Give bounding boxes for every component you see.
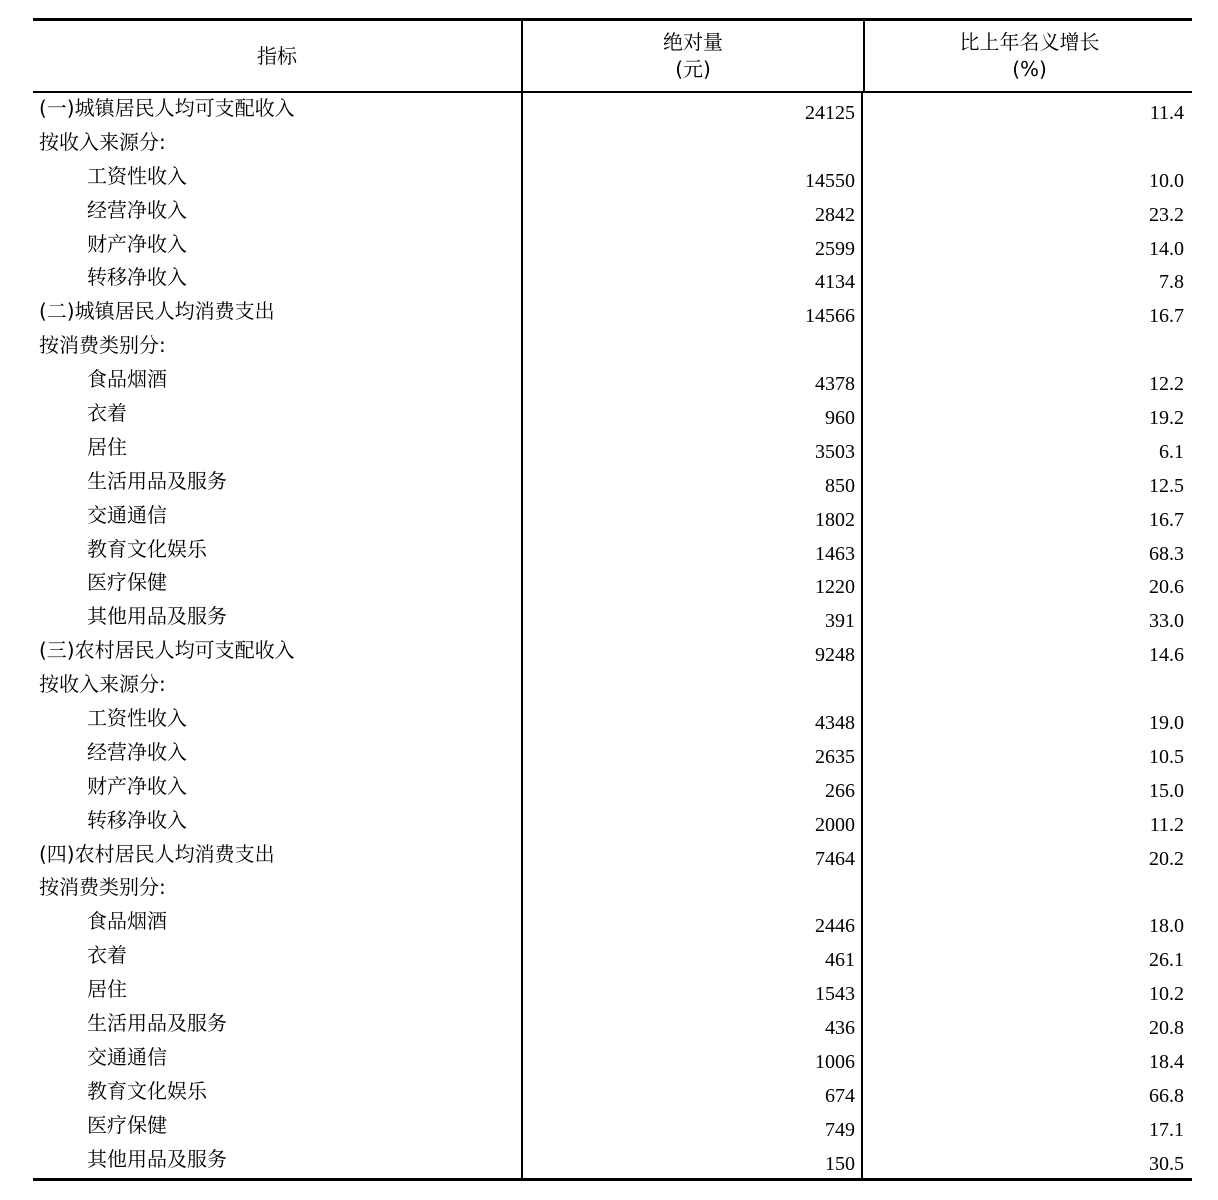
table-header [33,21,1192,93]
row-label: 生活用品及服务 [87,1011,227,1036]
row-absolute-value: 7464 [521,839,861,873]
row-absolute-value: 24125 [521,93,861,127]
row-absolute-value: 2446 [521,906,861,940]
row-absolute-value: 1006 [521,1042,861,1076]
row-growth-value: 20.2 [861,839,1190,873]
table-row [33,1042,1192,1076]
row-absolute-value: 2635 [521,737,861,771]
row-growth-value: 11.4 [861,93,1190,127]
row-label: (二)城镇居民人均消费支出 [39,299,275,324]
row-growth-value: 17.1 [861,1110,1190,1144]
row-absolute-value: 3503 [521,432,861,466]
row-absolute-value: 2000 [521,805,861,839]
row-absolute-value: 960 [521,398,861,432]
row-absolute-value: 2842 [521,195,861,229]
row-label: 医疗保健 [87,570,167,595]
row-absolute-value: 391 [521,601,861,635]
table-row [33,262,1192,296]
row-label: 食品烟酒 [87,909,167,934]
row-growth-value: 14.0 [861,229,1190,263]
header-indicator-label: 指标 [257,43,297,68]
row-absolute-value: 4348 [521,703,861,737]
row-label: 教育文化娱乐 [87,536,207,561]
header-growth [863,21,1194,91]
row-label: 其他用品及服务 [87,604,227,629]
row-label: 按收入来源分: [39,672,166,697]
row-growth-value: 14.6 [861,635,1190,669]
row-absolute-value: 4378 [521,364,861,398]
header-absolute-title: 绝对量 [663,30,723,54]
row-growth-value: 6.1 [861,432,1190,466]
table-row [33,330,1192,364]
header-absolute [521,21,863,91]
table-row [33,567,1192,601]
row-absolute-value [521,127,861,161]
row-absolute-value: 1543 [521,974,861,1008]
table-row [33,872,1192,906]
table-row [33,127,1192,161]
row-growth-value: 19.2 [861,398,1190,432]
row-label: (一)城镇居民人均可支配收入 [39,96,295,120]
table-row [33,195,1192,229]
row-label: (三)农村居民人均可支配收入 [39,638,295,663]
row-label: 按消费类别分: [39,875,166,900]
row-growth-value: 23.2 [861,195,1190,229]
table-row [33,669,1192,703]
row-label: 转移净收入 [87,265,187,290]
row-growth-value: 20.8 [861,1008,1190,1042]
row-growth-value: 26.1 [861,940,1190,974]
table-row [33,161,1192,195]
row-absolute-value: 14566 [521,296,861,330]
header-growth-unit: (%) [1012,57,1047,81]
row-absolute-value: 2599 [521,229,861,263]
row-growth-value: 11.2 [861,805,1190,839]
table-row [33,534,1192,568]
row-label: 工资性收入 [87,706,187,731]
table-row [33,500,1192,534]
row-growth-value: 19.0 [861,703,1190,737]
table-row [33,432,1192,466]
row-label: 生活用品及服务 [87,468,227,493]
table-body [33,93,1192,1178]
row-absolute-value: 1802 [521,500,861,534]
table-row [33,635,1192,669]
income-expenditure-table [33,18,1192,1181]
row-absolute-value: 436 [521,1008,861,1042]
table-row [33,601,1192,635]
row-label: 居住 [87,434,127,459]
row-absolute-value: 674 [521,1076,861,1110]
table-row [33,805,1192,839]
table-row [33,1110,1192,1144]
row-growth-value: 18.4 [861,1042,1190,1076]
row-label: 交通通信 [87,1044,167,1069]
row-absolute-value: 749 [521,1110,861,1144]
row-absolute-value: 850 [521,466,861,500]
row-growth-value: 12.5 [861,466,1190,500]
table-row [33,703,1192,737]
table-row [33,1144,1192,1178]
table-row [33,974,1192,1008]
row-absolute-value: 266 [521,771,861,805]
row-growth-value: 30.5 [861,1144,1190,1178]
row-absolute-value [521,872,861,906]
row-growth-value [861,127,1190,161]
row-growth-value: 16.7 [861,500,1190,534]
table-row [33,839,1192,873]
row-growth-value [861,330,1190,364]
table-row [33,466,1192,500]
row-absolute-value: 14550 [521,161,861,195]
table-row [33,364,1192,398]
table-row [33,229,1192,263]
table-row [33,296,1192,330]
header-indicator [33,21,521,91]
row-absolute-value: 461 [521,940,861,974]
row-growth-value: 18.0 [861,906,1190,940]
row-label: 财产净收入 [87,773,187,798]
row-label: 教育文化娱乐 [87,1078,207,1103]
row-label: (四)农村居民人均消费支出 [39,841,275,866]
row-absolute-value: 1463 [521,534,861,568]
table-row [33,1008,1192,1042]
row-absolute-value: 9248 [521,635,861,669]
row-growth-value: 66.8 [861,1076,1190,1110]
row-label: 按收入来源分: [39,129,166,154]
row-growth-value [861,872,1190,906]
row-growth-value: 10.0 [861,161,1190,195]
row-absolute-value: 1220 [521,567,861,601]
table-row [33,93,1192,127]
table-row [33,1076,1192,1110]
row-growth-value: 12.2 [861,364,1190,398]
row-label: 经营净收入 [87,739,187,764]
row-label: 财产净收入 [87,231,187,256]
table-row [33,737,1192,771]
row-label: 医疗保健 [87,1112,167,1137]
row-growth-value: 33.0 [861,601,1190,635]
row-label: 工资性收入 [87,163,187,188]
row-absolute-value: 4134 [521,262,861,296]
table-row [33,398,1192,432]
row-label: 衣着 [87,943,127,968]
row-growth-value: 10.5 [861,737,1190,771]
row-label: 交通通信 [87,502,167,527]
header-growth-title: 比上年名义增长 [959,30,1100,54]
row-growth-value: 68.3 [861,534,1190,568]
table-row [33,771,1192,805]
row-label: 衣着 [87,401,127,426]
row-label: 食品烟酒 [87,367,167,392]
row-growth-value: 7.8 [861,262,1190,296]
row-absolute-value [521,330,861,364]
row-label: 按消费类别分: [39,333,166,358]
row-label: 转移净收入 [87,807,187,832]
row-label: 经营净收入 [87,197,187,222]
table-row [33,940,1192,974]
row-growth-value [861,669,1190,703]
row-growth-value: 16.7 [861,296,1190,330]
row-absolute-value [521,669,861,703]
table-row [33,906,1192,940]
row-absolute-value: 150 [521,1144,861,1178]
row-label: 居住 [87,977,127,1002]
row-growth-value: 10.2 [861,974,1190,1008]
row-growth-value: 20.6 [861,567,1190,601]
row-growth-value: 15.0 [861,771,1190,805]
header-absolute-unit: (元) [675,57,711,81]
row-label: 其他用品及服务 [87,1146,227,1171]
